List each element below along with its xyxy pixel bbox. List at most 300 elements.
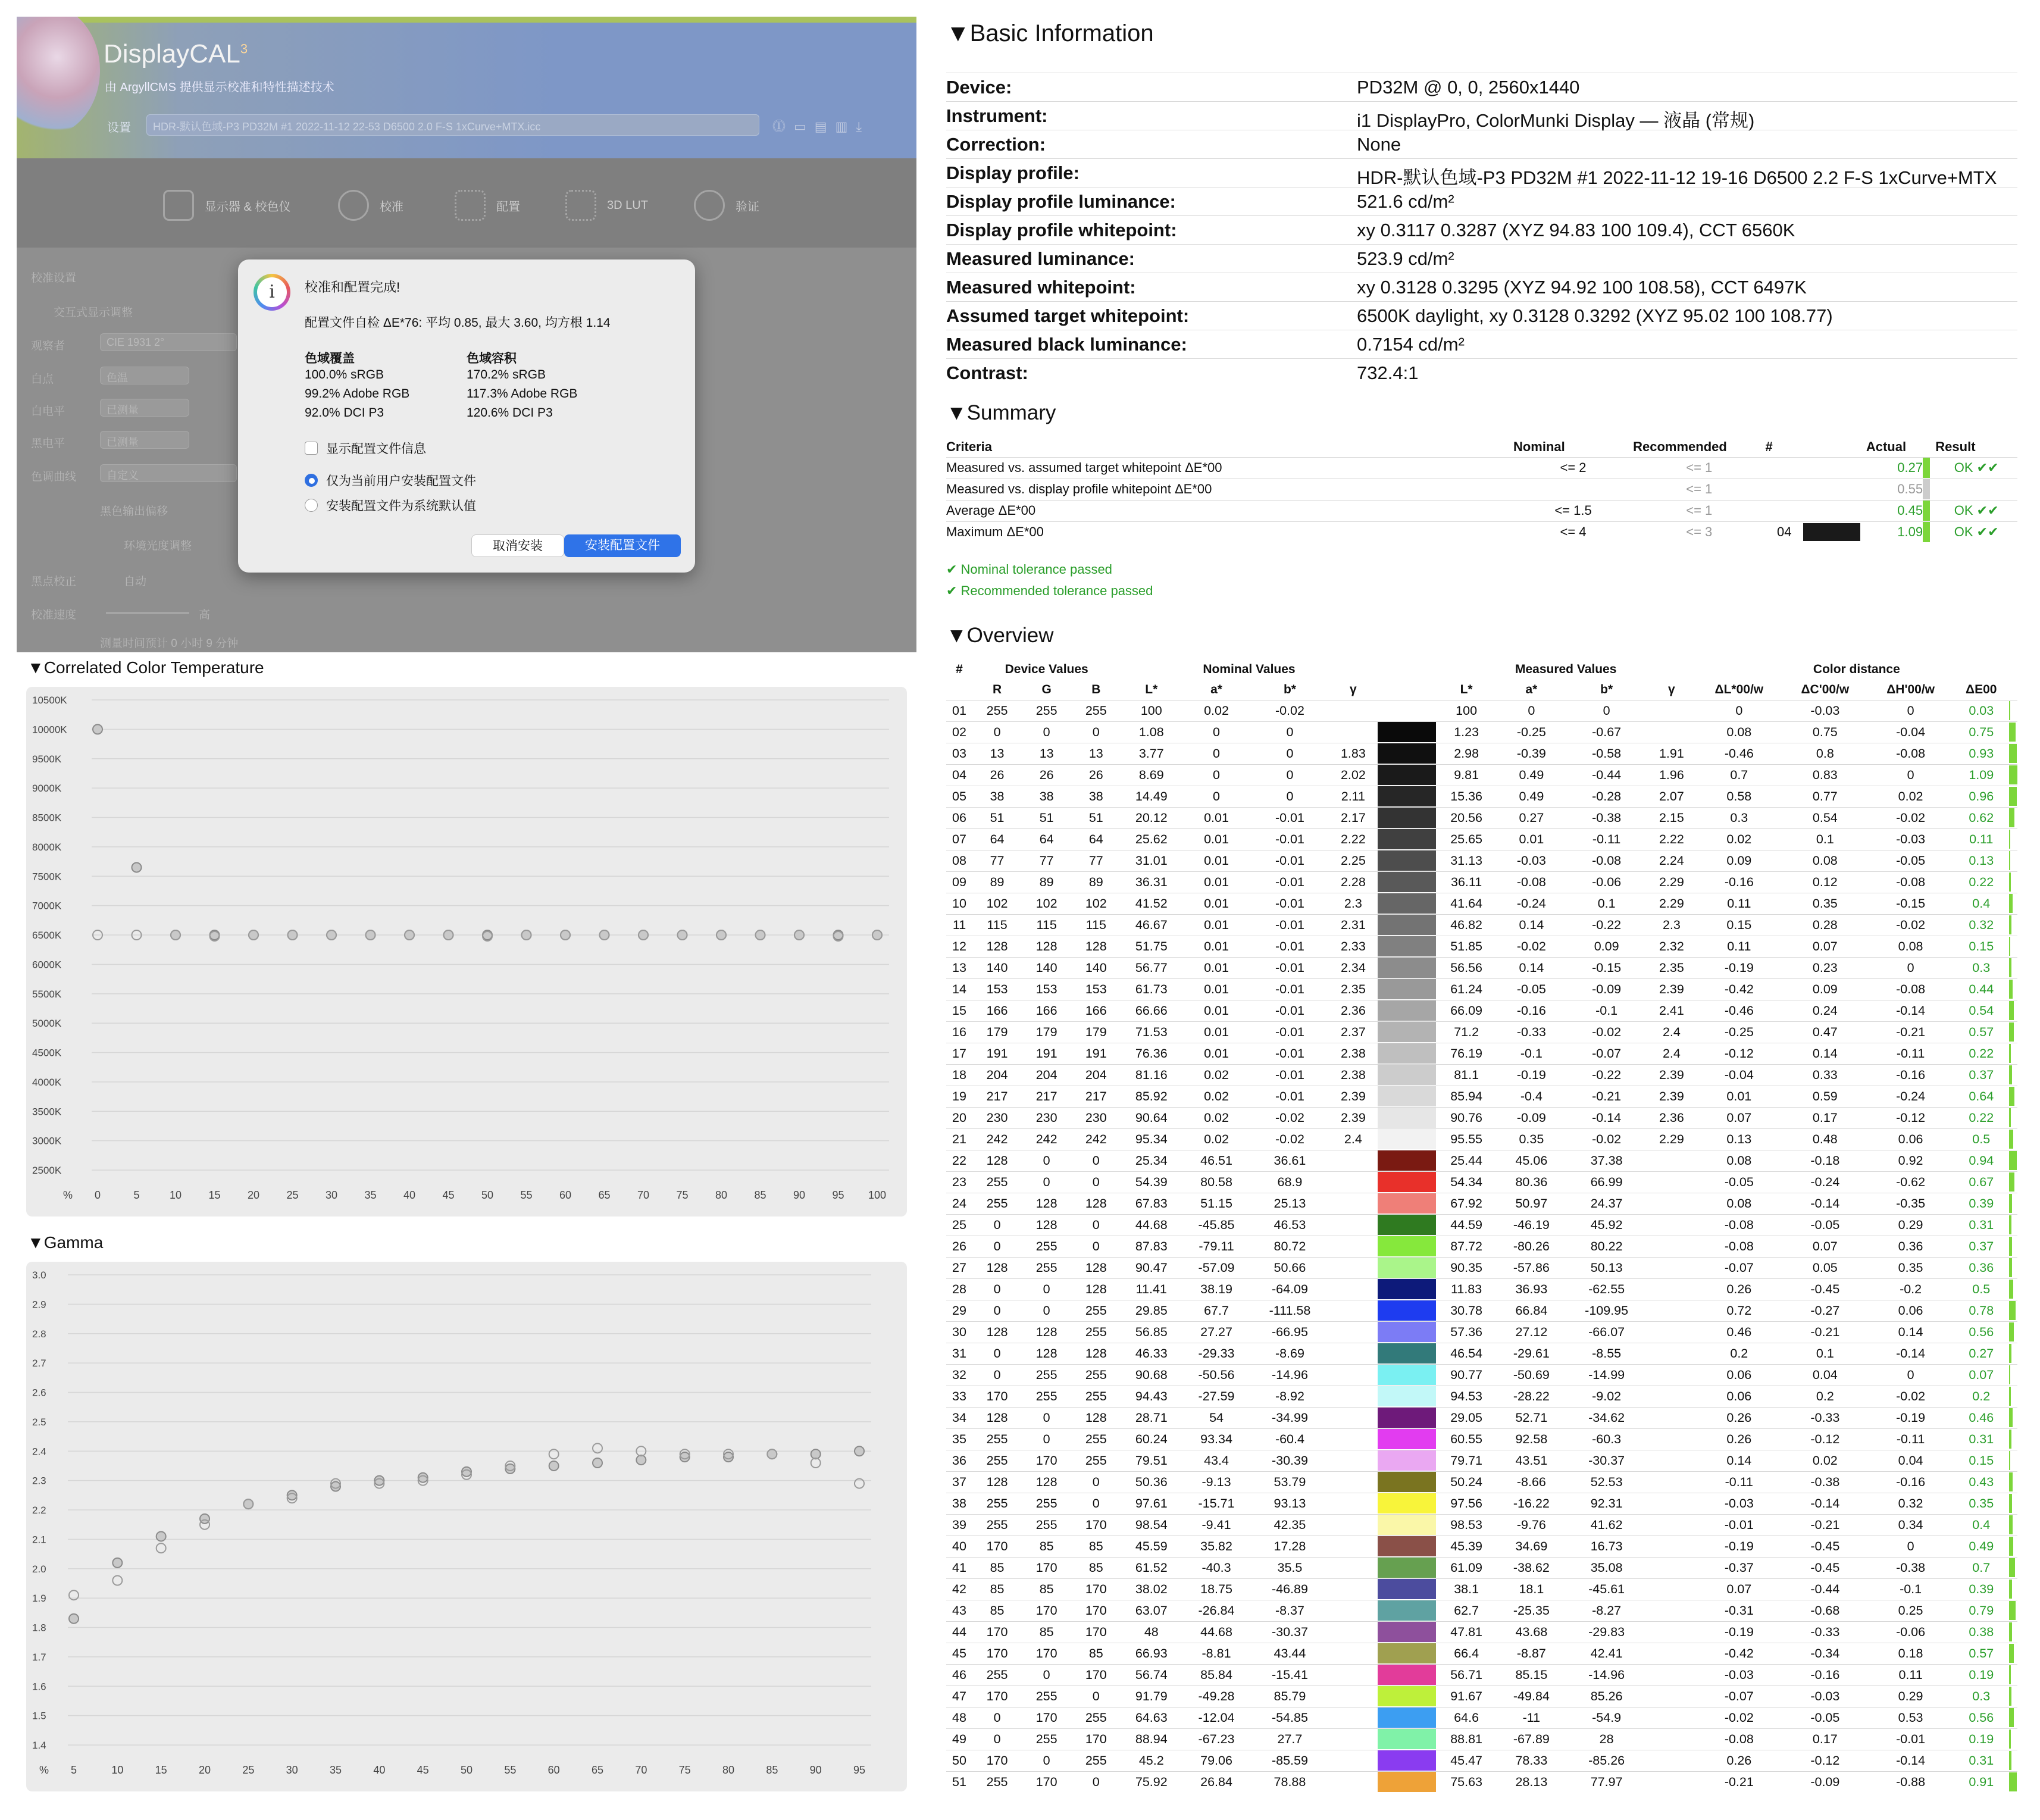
tab-display-instrument[interactable]: 显示器 & 校色仪: [163, 190, 290, 220]
ov-cell: 0.5: [1953, 1278, 2009, 1300]
ov-cell: 42.35: [1251, 1514, 1329, 1536]
ov-cell: -0.05: [1497, 978, 1566, 1000]
ov-cell: 128: [1071, 1343, 1121, 1364]
overview-row: [946, 1514, 2017, 1536]
ov-cell: 05: [946, 786, 972, 807]
ov-swatch: [1378, 1386, 1436, 1407]
ov-cell: -0.45: [1782, 1557, 1868, 1578]
ov-cell: -0.19: [1868, 1407, 1954, 1428]
ov-swatch-color: [1378, 1472, 1436, 1492]
x-tick-label: 50: [481, 1189, 494, 1201]
ov-cell: -0.01: [1251, 893, 1329, 914]
ov-cell: 255: [1022, 1728, 1071, 1750]
ov-cell: -0.01: [1868, 1728, 1954, 1750]
summary-swatch-color: [1803, 523, 1860, 541]
overview-row: [946, 1107, 2017, 1128]
ov-de-bar: [2009, 1064, 2017, 1086]
summary-col-result: Result: [1935, 439, 1976, 454]
ov-cell: 0: [1182, 721, 1251, 743]
ov-cell: 85.79: [1251, 1685, 1329, 1707]
ov-swatch: [1378, 1771, 1436, 1793]
ov-de-bar: [2009, 871, 2017, 893]
ov-cell: -0.12: [1696, 1043, 1782, 1064]
x-tick-label: 55: [504, 1764, 517, 1776]
black-point-auto[interactable]: 自动: [124, 576, 147, 588]
ov-de-bar-fill: [2009, 1322, 2014, 1341]
ov-cell: 0.01: [1182, 1043, 1251, 1064]
ov-cell: 18.1: [1497, 1578, 1566, 1600]
ov-de-bar-fill: [2009, 873, 2011, 892]
ov-cell: [1647, 1685, 1696, 1707]
overview-row: [946, 1278, 2017, 1300]
ov-cell: 170: [1022, 1771, 1071, 1793]
ov-swatch-color: [1378, 1750, 1436, 1771]
ov-cell: 54: [1182, 1407, 1251, 1428]
ov-cell: 36: [946, 1450, 972, 1471]
data-point: [811, 1449, 821, 1459]
ov-cell: 0.24: [1782, 1000, 1868, 1021]
ov-swatch-color: [1378, 936, 1436, 956]
ov-cell: 242: [1022, 1128, 1071, 1150]
ov-cell: 0.05: [1782, 1257, 1868, 1278]
ov-cell: 153: [1071, 978, 1121, 1000]
ov-cell: [1329, 1214, 1378, 1236]
ov-swatch: [1378, 1086, 1436, 1107]
ov-cell: -26.84: [1182, 1600, 1251, 1621]
ov-cell: 170: [972, 1621, 1022, 1643]
basic-information-heading[interactable]: ▼Basic Information: [946, 20, 1154, 46]
summary-criteria: Average ΔE*00: [946, 500, 1513, 521]
overview-heading[interactable]: ▼Overview: [946, 624, 1054, 647]
ov-cell: -0.08: [1868, 743, 1954, 764]
ov-swatch-color: [1378, 1708, 1436, 1728]
ov-cell: 0: [972, 1728, 1022, 1750]
ov-cell: 89: [1071, 871, 1121, 893]
radio-icon[interactable]: [305, 499, 318, 512]
observer-select[interactable]: CIE 1931 2°: [100, 333, 237, 351]
speed-value: 高: [199, 609, 211, 621]
ov-cell: 0: [1022, 1664, 1071, 1685]
ov-de-bar-fill: [2009, 1280, 2013, 1299]
ov-cell: 50: [946, 1750, 972, 1771]
ov-cell: -0.02: [1566, 1021, 1647, 1043]
ov-cell: 128: [1022, 1343, 1071, 1364]
ov-cell: -67.89: [1497, 1728, 1566, 1750]
ov-de-bar-fill: [2009, 1408, 2013, 1427]
basic-info-value: 732.4:1: [1357, 362, 1419, 383]
ov-cell: 0.02: [1182, 1064, 1251, 1086]
ov-cell: 87.83: [1121, 1236, 1182, 1257]
x-tick-label: 15: [208, 1189, 221, 1201]
ov-cell: 170: [972, 1386, 1022, 1407]
ov-cell: -30.39: [1251, 1450, 1329, 1471]
summary-actual: 1.09: [1866, 521, 1923, 543]
ov-cell: 90.35: [1436, 1257, 1497, 1278]
ov-swatch: [1378, 1236, 1436, 1257]
ov-cell: 0.01: [1182, 957, 1251, 978]
tab-3dlut[interactable]: 3D LUT: [565, 190, 648, 220]
ov-cell: 23: [946, 1171, 972, 1193]
app-subtitle: 由 ArgyllCMS 提供显示校准和特性描述技术: [105, 81, 334, 94]
ov-cell: 170: [972, 1536, 1022, 1557]
x-tick-label: 75: [678, 1764, 691, 1776]
ov-cell: [1647, 1236, 1696, 1257]
ambient-adjust-label[interactable]: 环境光度调整: [124, 540, 192, 552]
interactive-adjust-checkbox-label[interactable]: 交互式显示调整: [54, 307, 133, 319]
ov-cell: 20.56: [1436, 807, 1497, 828]
ov-cell: -0.07: [1696, 1257, 1782, 1278]
ov-cell: -0.01: [1251, 936, 1329, 957]
ov-cell: 2.34: [1329, 957, 1378, 978]
ov-cell: 0.34: [1868, 1514, 1954, 1536]
ov-cell: 80.36: [1497, 1171, 1566, 1193]
ov-cell: 0: [1497, 700, 1566, 721]
basic-info-value: xy 0.3117 0.3287 (XYZ 94.83 100 109.4), CCT 6560K: [1357, 220, 1795, 240]
ov-cell: 0: [1071, 1771, 1121, 1793]
ov-swatch: [1378, 1578, 1436, 1600]
ov-cell: -29.83: [1566, 1621, 1647, 1643]
radio-selected-icon[interactable]: [305, 474, 318, 487]
black-level-select[interactable]: 已测量: [100, 431, 189, 449]
ov-cell: -0.03: [1782, 1685, 1868, 1707]
ov-cell: 0.19: [1953, 1728, 2009, 1750]
summary-num: [1765, 457, 1803, 479]
ov-cell: [1647, 1578, 1696, 1600]
ov-cell: -0.02: [1868, 914, 1954, 936]
overview-row: [946, 914, 2017, 936]
y-tick-label: 4500K: [32, 1047, 62, 1059]
settings-profile-select[interactable]: HDR-默认色域-P3 PD32M #1 2022-11-12 22-53 D6500 2.0 F-S 1xCurve+MTX.icc: [146, 114, 759, 136]
ov-cell: -57.09: [1182, 1257, 1251, 1278]
ov-cell: -0.62: [1868, 1171, 1954, 1193]
ov-cell: 2.31: [1329, 914, 1378, 936]
black-level-label: 黑电平: [31, 437, 65, 450]
ov-cell: [1329, 1171, 1378, 1193]
ov-col-header: b*: [1600, 682, 1613, 696]
ov-swatch-color: [1378, 1365, 1436, 1385]
ov-cell: 77.97: [1566, 1771, 1647, 1793]
ov-cell: 255: [972, 1171, 1022, 1193]
tone-curve-select[interactable]: 自定义: [100, 464, 237, 482]
ov-de-bar-fill: [2009, 1215, 2011, 1234]
ov-de-bar-fill: [2009, 1258, 2012, 1277]
ov-cell: 93.34: [1182, 1428, 1251, 1450]
ov-cell: 25: [946, 1214, 972, 1236]
tab-profiling[interactable]: 配置: [455, 190, 520, 220]
cct-chart-title: ▼Correlated Color Temperature: [27, 658, 264, 677]
ov-cell: 2.36: [1647, 1107, 1696, 1128]
ov-cell: 0.79: [1953, 1600, 2009, 1621]
ov-cell: 63.07: [1121, 1600, 1182, 1621]
ov-de-bar: [2009, 1278, 2017, 1300]
ov-cell: 0.39: [1953, 1578, 2009, 1600]
basic-info-value: 0.7154 cd/m²: [1357, 334, 1465, 355]
ov-de-bar: [2009, 957, 2017, 978]
ov-swatch: [1378, 1150, 1436, 1171]
overview-row: [946, 1664, 2017, 1685]
ov-cell: -0.08: [1868, 978, 1954, 1000]
ov-cell: 255: [1022, 1364, 1071, 1386]
ov-cell: 100: [1436, 700, 1497, 721]
ov-swatch-color: [1378, 1622, 1436, 1642]
ov-de-bar-fill: [2009, 1665, 2011, 1684]
ov-de-bar: [2009, 1236, 2017, 1257]
x-tick-label: 90: [809, 1764, 822, 1776]
ov-cell: 0.15: [1696, 914, 1782, 936]
ov-swatch: [1378, 1064, 1436, 1086]
summary-swatch: [1803, 457, 1866, 479]
ov-cell: 0.92: [1868, 1150, 1954, 1171]
ov-cell: 0.27: [1497, 807, 1566, 828]
summary-recommended: <= 1: [1633, 500, 1765, 521]
ov-cell: [1647, 1471, 1696, 1493]
ov-cell: -0.44: [1566, 764, 1647, 786]
ov-cell: 170: [1071, 1664, 1121, 1685]
ov-cell: 255: [1071, 1750, 1121, 1771]
summary-col-criteria: Criteria: [946, 439, 993, 454]
ov-group-num: #: [956, 662, 963, 676]
install-profile-button[interactable]: 安装配置文件: [564, 534, 681, 557]
x-tick-label: %: [39, 1764, 49, 1776]
overview-row: [946, 1300, 2017, 1321]
ov-cell: -0.01: [1251, 957, 1329, 978]
ov-cell: 76.19: [1436, 1043, 1497, 1064]
ov-cell: -0.21: [1868, 1021, 1954, 1043]
ov-cell: 16.73: [1566, 1536, 1647, 1557]
ov-cell: 0.22: [1953, 1107, 2009, 1128]
ov-swatch-color: [1378, 1536, 1436, 1556]
ov-cell: 0: [972, 721, 1022, 743]
ov-cell: -0.07: [1696, 1685, 1782, 1707]
checkbox-icon[interactable]: [305, 442, 318, 455]
overview-row: [946, 1728, 2017, 1750]
ov-cell: 0.12: [1782, 871, 1868, 893]
ov-cell: [1647, 1600, 1696, 1621]
y-tick-label: 10000K: [32, 724, 67, 736]
x-tick-label: 100: [868, 1189, 887, 1201]
ov-cell: 12: [946, 936, 972, 957]
ov-cell: 71.2: [1436, 1021, 1497, 1043]
ov-swatch-color: [1378, 1000, 1436, 1021]
ov-cell: 0: [1022, 1278, 1071, 1300]
whitepoint-select[interactable]: 色温: [100, 367, 189, 384]
summary-heading[interactable]: ▼Summary: [946, 401, 1056, 424]
ov-cell: 2.38: [1329, 1064, 1378, 1086]
ov-cell: -0.09: [1497, 1107, 1566, 1128]
ov-cell: -0.05: [1868, 850, 1954, 871]
ov-cell: -0.35: [1868, 1193, 1954, 1214]
ov-cell: -0.14: [1782, 1193, 1868, 1214]
ov-cell: 204: [1022, 1064, 1071, 1086]
ov-col-bar: [2009, 680, 2017, 700]
ov-cell: 80.72: [1251, 1236, 1329, 1257]
ov-cell: -0.21: [1566, 1086, 1647, 1107]
y-tick-label: 1.7: [32, 1651, 46, 1663]
ov-cell: 66.4: [1436, 1643, 1497, 1664]
ov-swatch: [1378, 764, 1436, 786]
overview-table: [946, 659, 2017, 1793]
ov-cell: -0.01: [1251, 871, 1329, 893]
white-level-select[interactable]: 已测量: [100, 399, 189, 417]
y-tick-label: 10500K: [32, 695, 67, 706]
ov-cell: -0.19: [1696, 1536, 1782, 1557]
ov-swatch: [1378, 743, 1436, 764]
ov-cell: -0.01: [1251, 914, 1329, 936]
ov-cell: -67.23: [1182, 1728, 1251, 1750]
ov-de-bar-fill: [2009, 1172, 2014, 1192]
checkmark-circle-icon: [694, 190, 725, 221]
ov-cell: -0.14: [1868, 1750, 1954, 1771]
ov-cell: 0.01: [1182, 978, 1251, 1000]
ov-cell: 1.23: [1436, 721, 1497, 743]
overview-row: [946, 1043, 2017, 1064]
settings-action-icons[interactable]: ⓵▭▤▥⤓: [772, 119, 871, 134]
ov-cell: 0.36: [1953, 1257, 2009, 1278]
ov-cell: -0.37: [1696, 1557, 1782, 1578]
ov-cell: 0: [1251, 743, 1329, 764]
ov-cell: 0.54: [1953, 1000, 2009, 1021]
ov-cell: 170: [1022, 1707, 1071, 1728]
ov-cell: 0.08: [1696, 1150, 1782, 1171]
overview-row: [946, 1000, 2017, 1021]
ov-cell: -60.3: [1566, 1428, 1647, 1450]
ov-swatch: [1378, 871, 1436, 893]
ov-cell: 2.11: [1329, 786, 1378, 807]
ov-cell: 255: [972, 1771, 1022, 1793]
ov-cell: [1329, 1750, 1378, 1771]
y-tick-label: 1.5: [32, 1710, 46, 1722]
ov-cell: [1647, 721, 1696, 743]
ov-cell: 46: [946, 1664, 972, 1685]
ov-cell: 0: [1868, 700, 1954, 721]
ov-cell: -0.01: [1251, 1021, 1329, 1043]
ov-cell: 255: [972, 1428, 1022, 1450]
ov-cell: 217: [1022, 1086, 1071, 1107]
ov-cell: 0.1: [1782, 1343, 1868, 1364]
x-tick-label: 75: [676, 1189, 689, 1201]
dialog-title: 校准和配置完成!: [305, 280, 401, 295]
ov-cell: 64.6: [1436, 1707, 1497, 1728]
ov-col-header: ΔL*00/w: [1714, 682, 1764, 696]
ov-cell: 91.79: [1121, 1685, 1182, 1707]
x-tick-label: 50: [460, 1764, 473, 1776]
ov-cell: 45.59: [1121, 1536, 1182, 1557]
ov-cell: 0.31: [1953, 1750, 2009, 1771]
ov-cell: 0: [1071, 1214, 1121, 1236]
x-tick-label: 10: [169, 1189, 182, 1201]
ov-cell: -34.62: [1566, 1407, 1647, 1428]
ov-cell: 0.01: [1182, 871, 1251, 893]
ov-cell: 56.77: [1121, 957, 1182, 978]
ov-swatch-color: [1378, 1493, 1436, 1513]
ov-swatch-color: [1378, 872, 1436, 892]
ov-cell: -0.16: [1868, 1064, 1954, 1086]
cancel-install-button[interactable]: 取消安装: [471, 534, 564, 557]
ov-cell: [1329, 1257, 1378, 1278]
gamut-volume-heading: 色域容积: [467, 352, 517, 365]
ov-cell: -0.06: [1566, 871, 1647, 893]
ov-cell: 0.26: [1696, 1407, 1782, 1428]
ov-swatch-color: [1378, 850, 1436, 871]
ov-cell: -60.4: [1251, 1428, 1329, 1450]
ov-cell: -11: [1497, 1707, 1566, 1728]
ov-swatch: [1378, 1300, 1436, 1321]
ov-cell: 255: [972, 1450, 1022, 1471]
basic-info-row: [946, 330, 2017, 358]
ov-de-bar-fill: [2009, 1001, 2014, 1020]
ov-cell: -45.85: [1182, 1214, 1251, 1236]
x-tick-label: 30: [286, 1764, 298, 1776]
overview-row: [946, 1021, 2017, 1043]
tab-calibration[interactable]: 校准: [338, 190, 403, 220]
install-system-default-radio[interactable]: 安装配置文件为系统默认值: [305, 496, 476, 514]
ov-cell: 17: [946, 1043, 972, 1064]
ov-cell: 0: [1022, 1300, 1071, 1321]
ov-cell: [1647, 1150, 1696, 1171]
ov-cell: 77: [972, 850, 1022, 871]
ov-cell: 13: [1071, 743, 1121, 764]
ov-cell: -0.25: [1497, 721, 1566, 743]
ov-de-bar: [2009, 1450, 2017, 1471]
ov-cell: -0.19: [1696, 957, 1782, 978]
ov-cell: 0.02: [1182, 1128, 1251, 1150]
y-tick-label: 9500K: [32, 753, 62, 765]
ov-swatch: [1378, 1685, 1436, 1707]
ov-cell: 0.75: [1782, 721, 1868, 743]
ov-cell: 115: [1071, 914, 1121, 936]
show-profile-info-checkbox[interactable]: 显示配置文件信息: [305, 439, 426, 457]
ov-cell: 0: [972, 1300, 1022, 1321]
tab-verification[interactable]: 验证: [694, 190, 759, 220]
ov-cell: -0.08: [1566, 850, 1647, 871]
x-tick-label: 25: [286, 1189, 299, 1201]
ov-cell: 0.1: [1782, 828, 1868, 850]
y-tick-label: 2.6: [32, 1387, 46, 1399]
ov-cell: 128: [1022, 1471, 1071, 1493]
gamma-chart: [26, 1262, 907, 1791]
ov-cell: [1329, 1643, 1378, 1664]
ov-swatch: [1378, 828, 1436, 850]
cct-chart-panel: [26, 687, 907, 1217]
ov-group-swatch: [1378, 659, 1436, 680]
ov-cell: 52.71: [1497, 1407, 1566, 1428]
ov-cell: 0.01: [1182, 914, 1251, 936]
ov-cell: -0.2: [1868, 1278, 1954, 1300]
ov-cell: 0.01: [1182, 850, 1251, 871]
ov-swatch: [1378, 936, 1436, 957]
ov-de-bar-fill: [2009, 1601, 2016, 1620]
ov-de-bar: [2009, 721, 2017, 743]
ov-de-bar-fill: [2009, 1708, 2014, 1727]
ov-cell: 51: [1071, 807, 1121, 828]
ov-cell: -0.05: [1782, 1707, 1868, 1728]
summary-row: [946, 521, 2017, 543]
ov-cell: 0.57: [1953, 1643, 2009, 1664]
install-current-user-radio[interactable]: 仅为当前用户安装配置文件: [305, 471, 476, 489]
ov-swatch: [1378, 893, 1436, 914]
ov-cell: -109.95: [1566, 1300, 1647, 1321]
ov-swatch-color: [1378, 1043, 1436, 1064]
summary-row: [946, 457, 2017, 479]
ov-cell: 0.83: [1782, 764, 1868, 786]
basic-info-value: HDR-默认色域-P3 PD32M #1 2022-11-12 19-16 D6500 2.2 F-S 1xCurve+MTX: [1357, 167, 1997, 188]
y-tick-label: 9000K: [32, 783, 62, 795]
ov-de-bar-fill: [2009, 808, 2014, 827]
speed-slider[interactable]: [106, 612, 189, 614]
ov-cell: 0.11: [1696, 893, 1782, 914]
ov-cell: 128: [1071, 1257, 1121, 1278]
x-tick-label: 40: [403, 1189, 416, 1201]
